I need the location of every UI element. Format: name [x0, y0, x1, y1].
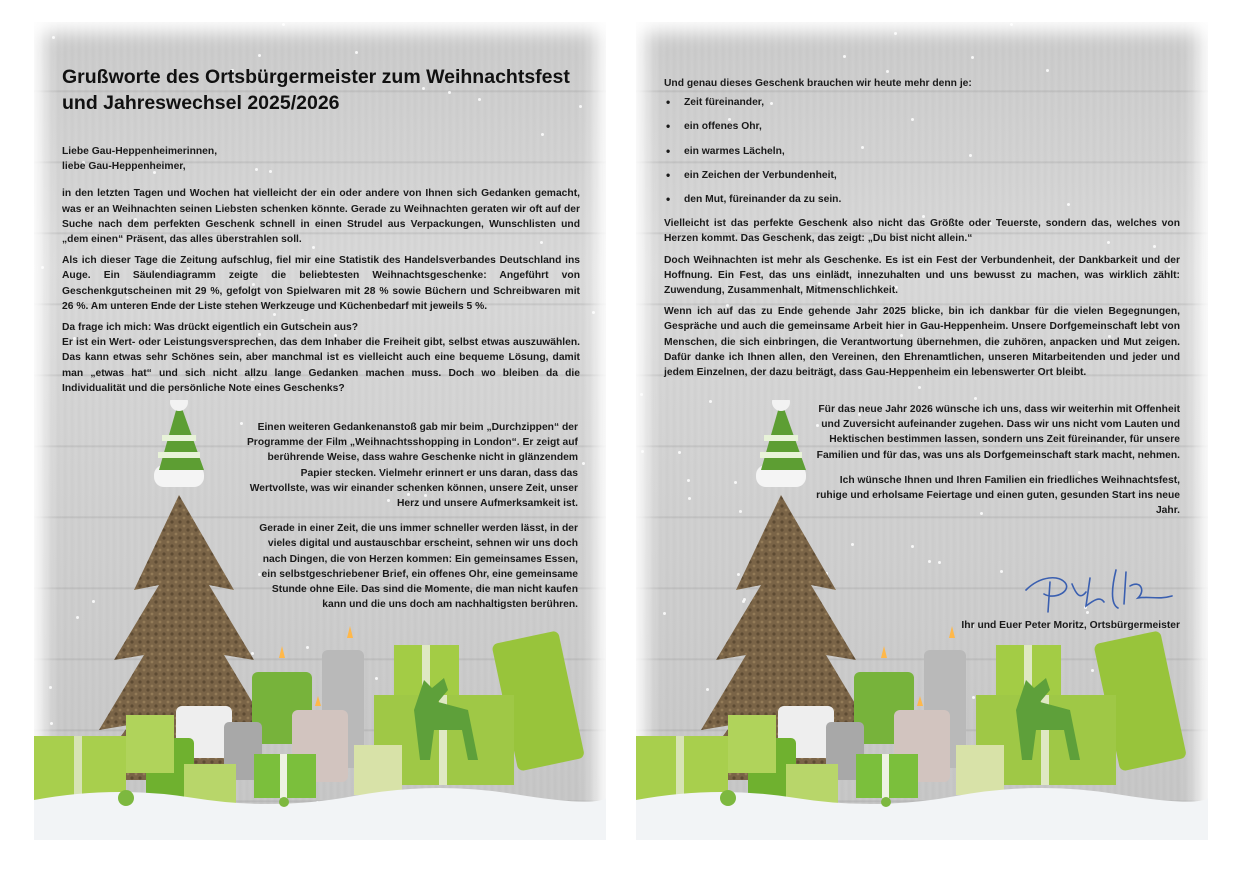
paragraph: in den letzten Tagen und Wochen hat vielleicht der ein oder andere von Ihnen sich Gedanken gemacht, was er an Weihnachten seinen Liebsten schenken könnte. Gerade zu Weihnachten geraten wir oft auf der Suche nach dem perfekten Geschenk schnell in einen Strudel aus Verpackungen, Wunschlisten und „dem einen“ Präsent, das alles überstrahlen soll.: [62, 188, 580, 246]
closing-line: Ihr und Euer Peter Moritz, Ortsbürgermeister: [961, 620, 1180, 631]
salutation-line-2: liebe Gau-Heppenheimer,: [62, 161, 186, 173]
paragraph: Als ich dieser Tage die Zeitung aufschlug, fiel mir eine Statistik des Handelsverbandes Deutschland ins Auge. Ein Säulendiagramm zeigte die beliebtesten Weihnachtsgeschenke: Angeführt von Geschenkgutscheinen mit 29 %, gefolgt von Spielwaren mit 28 % sowie Büchern und Schreibwaren mit 26 %. Am unteren Ende der Liste stehen Werkzeuge und Küchenbedarf mit jeweils 5 %.: [62, 255, 580, 312]
paragraph-right: Gerade in einer Zeit, die uns immer schneller werden lässt, in der vieles digital und austauschbar erscheint, sehnen wir uns doch nach Dingen, die von Herzen kommen: Ein gemeinsames Essen, ein selbstgeschriebener Brief, ein offenes Ohr, eine gemeinsame Stunde ohne Eile. Das sind die Momente, die man nicht kaufen kann und die uns doch am nachhaltigsten berühren.: [259, 523, 578, 611]
paragraph-right: Für das neue Jahr 2026 wünsche ich uns, dass wir weiterhin mit Offenheit und Zuversicht aufeinander zugehen. Dass wir uns nicht vom Lauten und Hektischen bestimmen lassen, sondern uns Zeit füreinander, für unsere Familien und für das, was uns als Dorfgemeinschaft stark macht, nehmen.: [816, 404, 1180, 461]
handwritten-signature: [1020, 560, 1180, 620]
paragraph-right: Einen weiteren Gedankenanstoß gab mir beim „Durchzippen“ der Programme der Film „Weihnachtsshopping in London“. Er zeigt auf berührende Weise, dass wahre Geschenke nicht in glänzendem Papier stecken. Vielmehr erinnert er uns daran, dass das Wertvollste, was wir einander schenken können, unsere Zeit, unser Herz und unsere Aufmerksamkeit ist.: [246, 422, 578, 510]
snow-flake: [592, 311, 595, 314]
paragraph: Er ist ein Wert- oder Leistungsversprechen, das dem Inhaber die Freiheit gibt, selbst etwas auszuwählen. Das kann etwas sehr Schönes sein, aber manchmal ist es vielleicht auch eine bequeme Lösung, damit man „etwas hat“ und sich nicht allzu lange Gedanken machen muss. Doch wo bleiben da die Individualität und die persönliche Note eines Geschenks?: [62, 337, 580, 394]
bullet-list: [664, 95, 1180, 207]
snow-flake: [971, 56, 974, 59]
page2-text: [664, 76, 1180, 386]
snow-flake: [1010, 23, 1013, 26]
list-item: • den Mut, füreinander da zu sein.: [684, 192, 1180, 207]
salutation-line-1: Liebe Gau-Heppenheimerinnen,: [62, 146, 218, 157]
snow-flake: [886, 70, 889, 73]
letter-page-2: [636, 22, 1208, 840]
snow-flake: [41, 266, 44, 269]
letter-title: [62, 64, 580, 116]
paragraph-question: Da frage ich mich: Was drückt eigentlich ein Gutschein aus?: [62, 322, 359, 334]
page1-text: [62, 64, 580, 402]
snow-flake: [355, 51, 358, 54]
paragraph: Vielleicht ist das perfekte Geschenk also nicht das Größte oder Teuerste, sondern das, welches von Herzen kommt. Das Geschenk, das zeigt: „Du bist nicht allein.“: [664, 218, 1180, 245]
snow-flake: [640, 393, 643, 396]
snow-flake: [52, 36, 55, 39]
snow-flake: [258, 54, 261, 57]
list-item: • ein Zeichen der Verbundenheit,: [684, 168, 1180, 183]
letter-page-1: [34, 22, 606, 840]
list-item: • ein warmes Lächeln,: [684, 144, 1180, 159]
snow-flake: [894, 32, 897, 35]
snow-flake: [918, 386, 921, 389]
page2-right-text: [810, 402, 1180, 528]
title-line-2: und Jahreswechsel 2025/2026: [62, 92, 340, 114]
snow-flake: [1046, 69, 1049, 72]
list-item: • ein offenes Ohr,: [684, 119, 1180, 134]
paragraph: Doch Weihnachten ist mehr als Geschenke. Es ist ein Fest der Verbundenheit, der Dankbarkeit und der Hoffnung. Ein Fest, das uns einlädt, innezuhalten und uns bewusst zu machen, was wirklich zählt: Zuwendung, Zusammenhalt, Mitmenschlichkeit.: [664, 254, 1180, 297]
page1-right-text: [246, 420, 578, 622]
paragraph: Wenn ich auf das zu Ende gehende Jahr 2025 blicke, bin ich dankbar für die vielen Begegnungen, Gespräche und auch die gemeinsame Arbeit hier in Gau-Heppenheim. Unsere Dorfgemeinschaft lebt von Menschen, die sich einbringen, die Verantwortung übernehmen, die zuhören, anpacken und Mut zeigen. Dafür danke ich Ihnen allen, den Vereinen, den Ehrenamtlichen, unseren Mitarbeitenden und jeder und jedem Einzelnen, der dazu beiträgt, dass Gau-Heppenheim ein lebenswerter Ort bleibt.: [664, 306, 1180, 379]
snow-flake: [282, 23, 285, 26]
snow-flake: [843, 55, 846, 58]
title-line-1: Grußworte des Ortsbürgermeister zum Weihnachtsfest: [62, 66, 570, 88]
paragraph-intro: Und genau dieses Geschenk brauchen wir heute mehr denn je:: [664, 78, 972, 89]
list-item: • Zeit füreinander,: [684, 95, 1180, 110]
paragraph-right: Ich wünsche Ihnen und Ihren Familien ein friedliches Weihnachtsfest, ruhige und erholsame Feiertage und einen guten, gesunden Start ins neue Jahr.: [816, 474, 1180, 517]
